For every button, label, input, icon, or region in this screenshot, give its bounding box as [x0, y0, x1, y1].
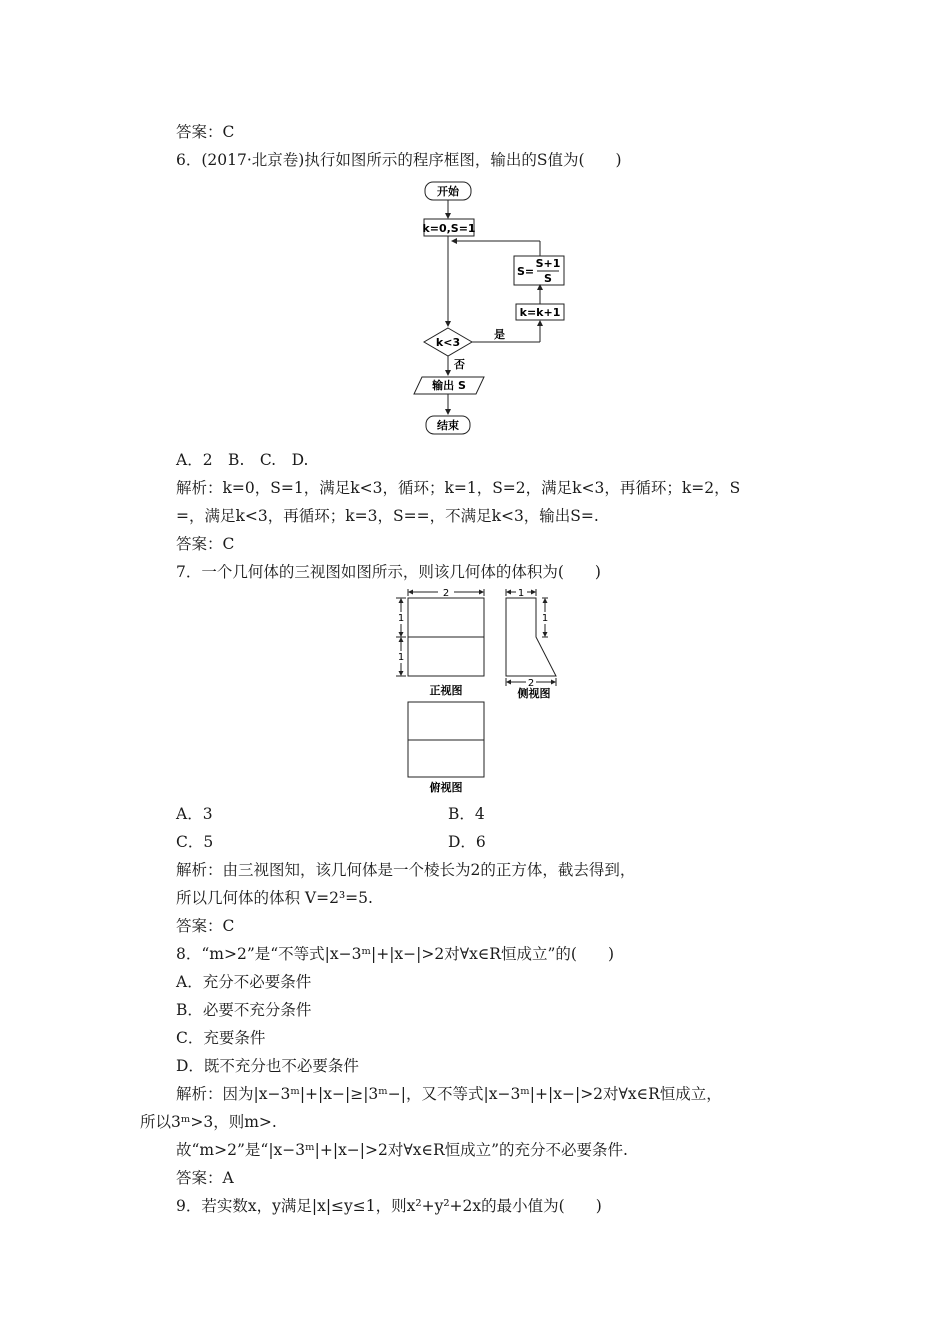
solution-8-line2: 所以3ᵐ>3，则m>.: [140, 1113, 277, 1131]
solution-6-line2: =，满足k<3，再循环；k=3，S==，不满足k<3，输出S=.: [176, 507, 599, 525]
question-7: 7．一个几何体的三视图如图所示，则该几何体的体积为( ): [176, 563, 601, 581]
yes-label: 是: [494, 328, 505, 341]
update-s-num: S+1: [535, 257, 561, 270]
option-7a: A．3: [176, 805, 213, 823]
end-label: 结束: [437, 419, 459, 432]
front-h1-label: 1: [397, 613, 405, 624]
start-label: 开始: [437, 185, 459, 198]
option-7d: D．6: [448, 833, 486, 851]
init-label: k=0,S=1: [422, 222, 476, 235]
update-s-lhs: S=: [517, 265, 535, 278]
solution-7-line1: 解析：由三视图知，该几何体是一个棱长为2的正方体，截去得到，: [176, 861, 636, 879]
flowchart: [410, 178, 580, 443]
solution-6-line1: 解析：k=0，S=1，满足k<3，循环；k=1，S=2，满足k<3，再循环；k=2，S: [176, 479, 741, 497]
update-s-den: S: [544, 272, 552, 285]
question-8: 8．“m>2”是“不等式|x−3ᵐ|+|x−|>2对∀x∈R恒成立”的( ): [176, 945, 614, 963]
option-8d: D．既不充分也不必要条件: [176, 1057, 359, 1075]
answer-5: 答案：C: [176, 123, 235, 141]
option-7b: B．4: [448, 805, 485, 823]
option-8a: A．充分不必要条件: [176, 973, 312, 991]
condition-label: k<3: [435, 336, 461, 349]
answer-6: 答案：C: [176, 535, 235, 553]
question-9: 9．若实数x，y满足|x|≤y≤1，则x²+y²+2x的最小值为( ): [176, 1197, 602, 1215]
front-view-caption: 正视图: [429, 684, 463, 697]
answer-8: 答案：A: [176, 1169, 234, 1187]
side-view: [506, 598, 556, 676]
side-height-label: 1: [541, 613, 549, 624]
front-h2-label: 1: [397, 652, 405, 663]
side-width-label: 2: [527, 678, 535, 689]
solution-8-line1: 解析：因为|x−3ᵐ|+|x−|≥|3ᵐ−|，又不等式|x−3ᵐ|+|x−|>2对∀x∈R恒成立，: [176, 1085, 722, 1103]
front-width-label: 2: [442, 588, 450, 599]
solution-7-line2: 所以几何体的体积 V=2³=5.: [176, 889, 373, 907]
side-view-caption: 侧视图: [517, 687, 551, 700]
answer-7: 答案：C: [176, 917, 235, 935]
option-8c: C．充要条件: [176, 1029, 266, 1047]
option-7c: C．5: [176, 833, 214, 851]
output-label: 输出 S: [432, 379, 466, 392]
increment-label: k=k+1: [519, 306, 561, 319]
top-view-caption: 俯视图: [429, 781, 463, 794]
side-top-label: 1: [517, 588, 525, 599]
solution-8-line3: 故“m>2”是“|x−3ᵐ|+|x−|>2对∀x∈R恒成立”的充分不必要条件.: [176, 1141, 628, 1159]
question-6: 6．(2017·北京卷)执行如图所示的程序框图，输出的S值为( ): [176, 151, 622, 169]
no-label: 否: [454, 358, 465, 371]
three-view-figure: [388, 586, 578, 796]
option-8b: B．必要不充分条件: [176, 1001, 312, 1019]
options-6: A．2 B. C. D.: [176, 451, 309, 469]
